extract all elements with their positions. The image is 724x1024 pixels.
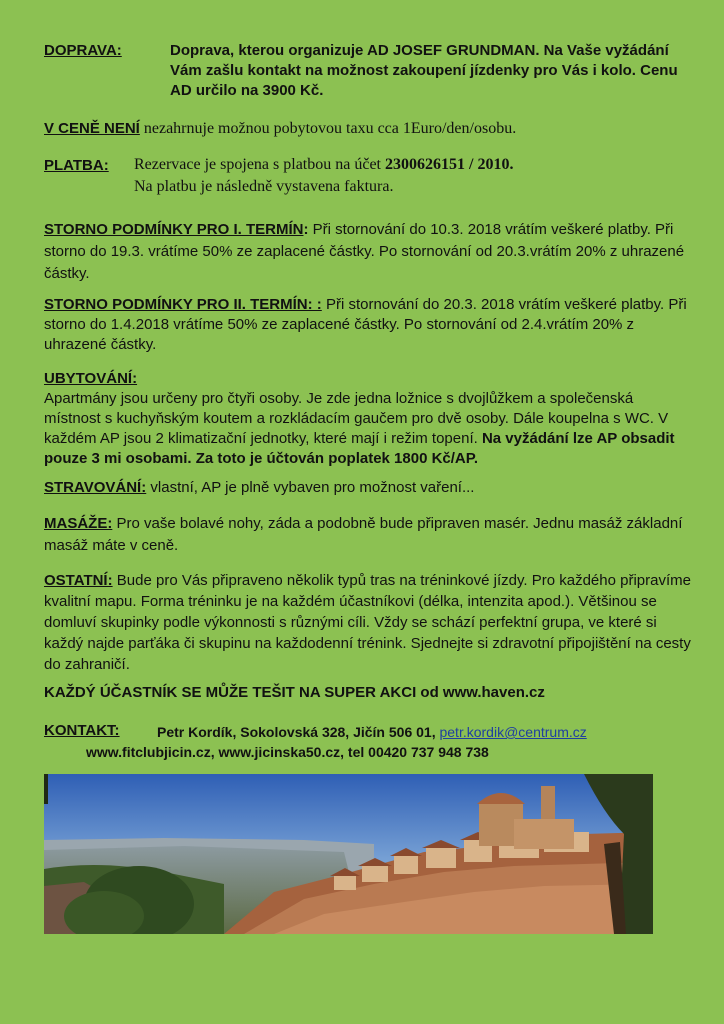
platba-label: PLATBA: bbox=[44, 157, 109, 174]
kontakt-address: Petr Kordík, Sokolovská 328, Jičín 506 01, bbox=[157, 724, 440, 740]
stravovani-section bbox=[44, 478, 694, 498]
tuscan-town-photo bbox=[44, 774, 653, 934]
masaze-section bbox=[44, 513, 694, 557]
platba-line1: Rezervace je spojena s platbou na účet bbox=[134, 156, 385, 173]
ostatni-text: Bude pro Vás připraveno několik typů tras na tréninkové jízdy. Pro každého připravíme kvalitní mapu. Forma tréninku je na každém účastníkovi (délka, intenzita apod.). Většinou se domluví skupinky podle výkonnosti s různými cíli. Vždy se schází perfektní grupa, ve které si každý najde parťáka či skupinu na každodenní trénink. Sjednejte si zdravotní připojištění na cesty do zahraničí. bbox=[44, 572, 691, 673]
ubytovani-label: UBYTOVÁNÍ: bbox=[44, 370, 138, 387]
stravovani-label: STRAVOVÁNÍ: bbox=[44, 479, 147, 496]
platba-account: 2300626151 / 2010. bbox=[385, 156, 514, 173]
storno2-label: STORNO PODMÍNKY PRO II. TERMÍN: : bbox=[44, 296, 322, 313]
kontakt-label: KONTAKT: bbox=[44, 722, 120, 739]
platba-section bbox=[44, 154, 694, 198]
masaze-label: MASÁŽE: bbox=[44, 515, 113, 532]
ostatni-section bbox=[44, 570, 694, 675]
doprava-label: DOPRAVA: bbox=[44, 42, 122, 59]
kontakt-section bbox=[44, 721, 694, 763]
ubytovani-text: Apartmány jsou určeny pro čtyři osoby. Je zde jedna ložnice s dvojlůžkem a společenská místnost s kuchyňským koutem a rozkládacím gaučem pro dvě osoby. Dále koupelna s WC. V každém AP jsou 2 klimatizační jednotky, které mají i režim topení. bbox=[44, 390, 669, 447]
ostatni-label: OSTATNÍ: bbox=[44, 572, 113, 589]
v-cene-neni-label: V CENĚ NENÍ bbox=[44, 120, 140, 137]
super-akce-banner: KAŽDÝ ÚČASTNÍK SE MŮŽE TEŠIT NA SUPER AKCI od www.haven.cz bbox=[44, 684, 545, 701]
storno1-label: STORNO PODMÍNKY PRO I. TERMÍN bbox=[44, 221, 304, 238]
storno1-section bbox=[44, 219, 694, 285]
v-cene-neni-section bbox=[44, 118, 694, 140]
storno2-section bbox=[44, 295, 694, 355]
platba-line2: Na platbu je následně vystavena faktura. bbox=[134, 178, 394, 195]
email-link[interactable]: petr.kordik@centrum.cz bbox=[439, 724, 587, 740]
v-cene-neni-text: nezahrnuje možnou pobytovou taxu cca 1Euro/den/osobu. bbox=[139, 120, 517, 137]
ubytovani-section bbox=[44, 369, 694, 469]
ubytovani-bold-text: Na vyžádání lze AP obsadit pouze 3 mi osobami. Za toto je účtován poplatek 1800 Kč/AP. bbox=[44, 430, 675, 467]
storno1-text: Při stornování do 10.3. 2018 vrátím veškeré platby. Při storno do 19.3. vrátíme 50% ze zaplacené částky. Po stornování od 20.3.vrátím 20% z uhrazené částky. bbox=[44, 221, 685, 282]
stravovani-text: vlastní, AP je plně vybaven pro možnost vaření... bbox=[146, 479, 475, 496]
doprava-text: Doprava, kterou organizuje AD JOSEF GRUNDMAN. Na Vaše vyžádání Vám zašlu kontakt na možnost zakoupení jízdenky pro Vás i kolo. Cenu AD určilo na 3900 Kč. bbox=[170, 42, 678, 99]
storno2-text: Při stornování do 20.3. 2018 vrátím veškeré platby. Při storno do 1.4.2018 vrátíme 50% ze zaplacené částky. Po stornování od 2.4.vrátím 20% z uhrazené částky. bbox=[44, 296, 687, 353]
storno1-sep: : bbox=[303, 221, 309, 238]
kontakt-web-phone: www.fitclubjicin.cz, www.jicinska50.cz, tel 00420 737 948 738 bbox=[86, 744, 489, 760]
masaze-text: Pro vaše bolavé nohy, záda a podobně bude připraven masér. Jednu masáž základní masáž máte v ceně. bbox=[44, 515, 683, 554]
